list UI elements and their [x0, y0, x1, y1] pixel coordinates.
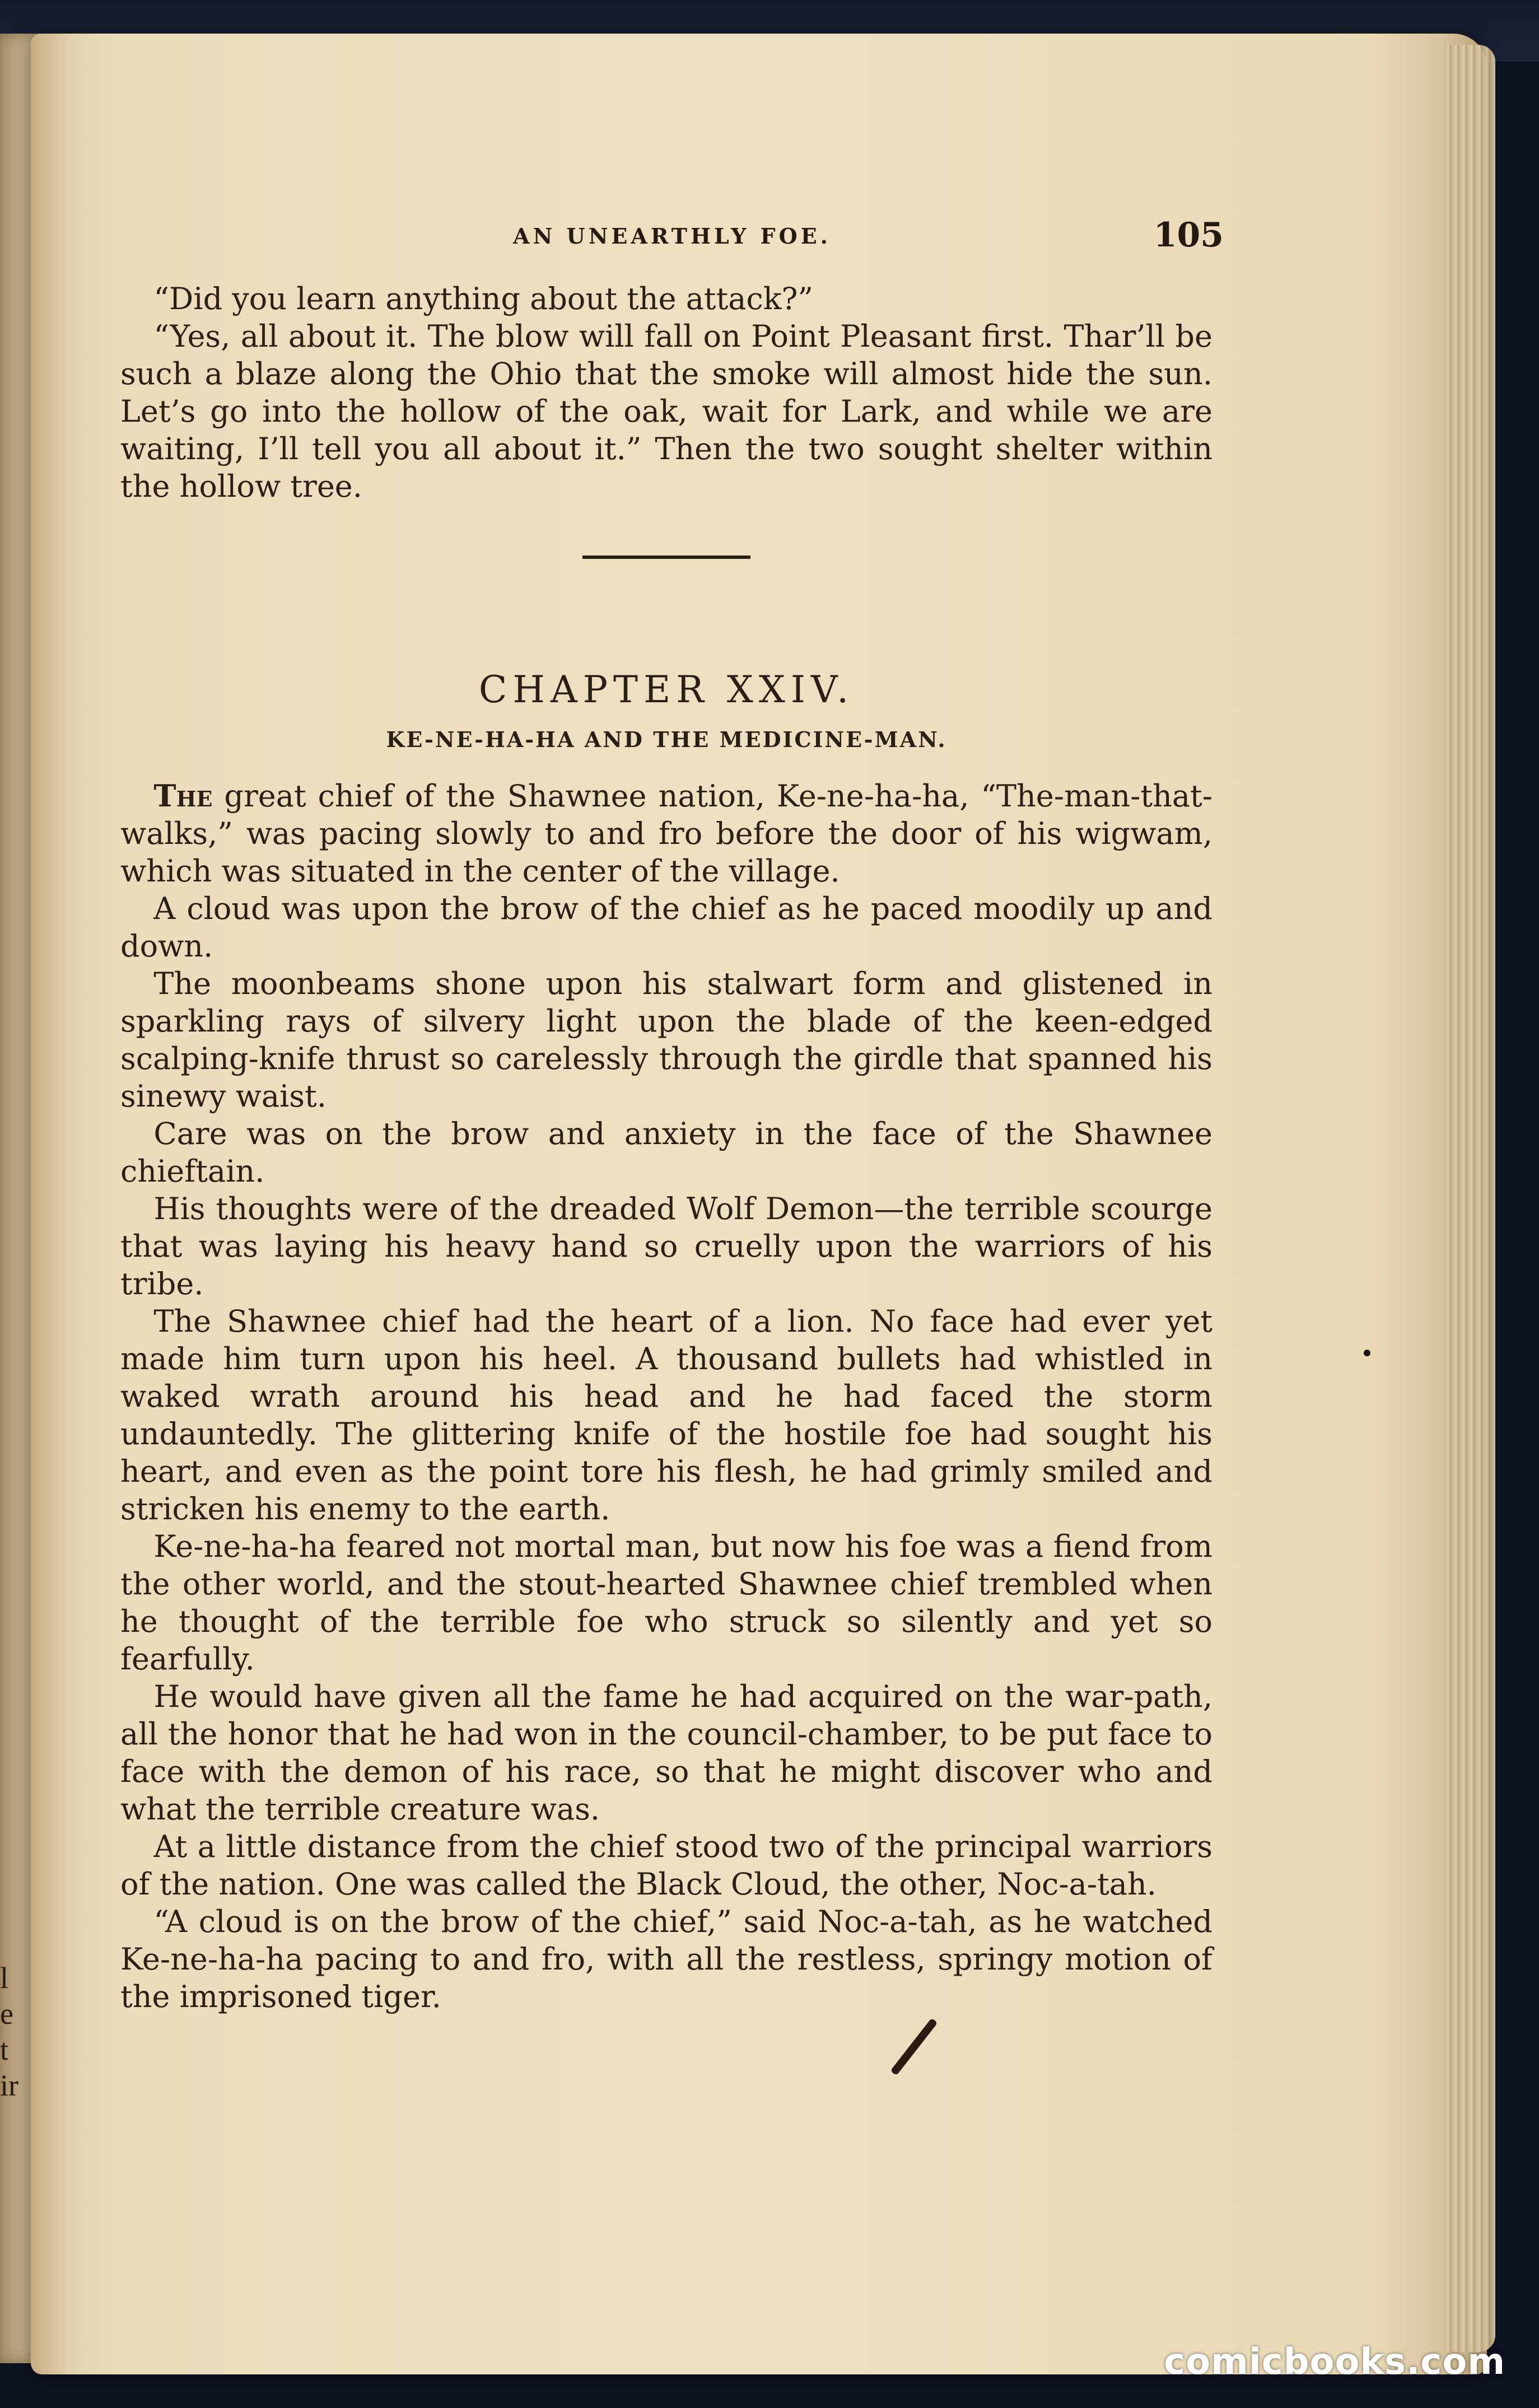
facing-page-text-fragments	[0, 1960, 22, 2103]
paragraph: The Shawnee chief had the heart of a lion. No face had ever yet made him turn upon his heel. A thousand bullets had whistled in waked wrath around his head and he had faced the storm undauntedly. The glittering knife of the hostile foe had sought his heart, and even as the point tore his flesh, he had grimly smiled and stricken his enemy to the earth.	[120, 1304, 1212, 1527]
paragraph: Care was on the brow and anxiety in the face of the Shawnee chieftain.	[120, 1116, 1212, 1189]
paragraph: Ke-ne-ha-ha feared not mortal man, but now his foe was a fiend from the other world, and the stout-hearted Shawnee chief trembled when he thought of the terrible foe who struck so silently and yet so fearfully.	[120, 1529, 1212, 1677]
page-number: 105	[1153, 216, 1224, 255]
running-header	[120, 216, 1224, 255]
opening-word: The	[153, 778, 213, 814]
paragraph: He would have given all the fame he had acquired on the war-path, all the honor that he had won in the council-chamber, to be put face to face with the demon of his race, so that he might discover who and what the terrible creature was.	[120, 1679, 1212, 1827]
paragraph: “A cloud is on the brow of the chief,” said Noc-a-tah, as he watched Ke-ne-ha-ha pacing to and fro, with all the restless, springy motion of the imprisoned tiger.	[120, 1904, 1212, 2014]
paragraph: His thoughts were of the dreaded Wolf Demon—the terrible scourge that was laying his heavy hand so cruelly upon the warriors of his tribe.	[120, 1191, 1212, 1301]
opening-text: great chief of the Shawnee nation, Ke-ne-ha-ha, “The-man-that-walks,” was pacing slowly to and fro before the door of his wigwam, which was situated in the center of the village.	[120, 778, 1212, 889]
fragment: ir	[0, 2069, 18, 2102]
fragment: e	[0, 1997, 13, 2031]
site-watermark: comicbooks.com	[1164, 2341, 1505, 2383]
chapter-title: CHAPTER XXIV.	[478, 668, 855, 711]
page-stack-edge	[1445, 45, 1495, 2352]
paragraph: “Yes, all about it. The blow will fall on Point Pleasant first. Thar’ll be such a blaze along the Ohio that the smoke will almost hide the sun. Let’s go into the hollow of the oak, wait for Lark, and while we are waiting, I’ll tell you all about it.” Then the two sought shelter within the hollow tree.	[120, 319, 1212, 504]
paragraph: “Did you learn anything about the attack?”	[153, 281, 814, 316]
section-divider	[582, 556, 750, 559]
running-title: AN UNEARTHLY FOE.	[513, 223, 831, 249]
paragraph: The moonbeams shone upon his stalwart form and glistened in sparkling rays of silvery light upon the blade of the keen-edged scalping-knife thrust so carelessly through the girdle that spanned his sinewy waist.	[120, 966, 1212, 1114]
fragment: l	[0, 1961, 9, 1995]
page-body	[120, 280, 1212, 2015]
chapter-opening-paragraph	[120, 777, 1212, 890]
fragment: t	[0, 2033, 9, 2066]
ink-speck	[1364, 1350, 1370, 1356]
paragraph: A cloud was upon the brow of the chief as he paced moodily up and down.	[120, 891, 1212, 964]
chapter-subtitle: KE-NE-HA-HA AND THE MEDICINE-MAN.	[386, 727, 947, 752]
paragraph: At a little distance from the chief stood two of the principal warriors of the nation. One was called the Black Cloud, the other, Noc-a-tah.	[120, 1829, 1212, 1902]
